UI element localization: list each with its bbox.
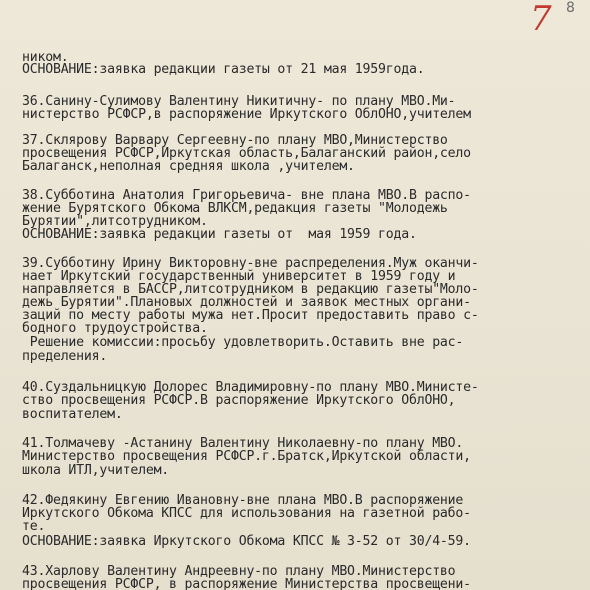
corner-mark: 8 <box>566 0 575 16</box>
text-line: ство просвещения РСФСР.В распоряжение Иркутского ОблОНО, <box>22 393 456 408</box>
text-line: 42.Федякину Евгению Ивановну-вне плана МВО.В распоряжение <box>22 493 464 508</box>
text-line: ОСНОВАНИЕ:заявка редакции газеты от мая 1959 года. <box>22 227 417 242</box>
text-line: 38.Субботина Анатолия Григорьевича- вне плана МВО.В распо- <box>22 188 471 203</box>
text-line: 39.Субботину Ирину Викторовну-вне распределения.Муж оканчи- <box>22 256 479 271</box>
text-line: 36.Санину-Сулимову Валентину Никитичну- по плану МВО.Ми- <box>22 94 456 109</box>
text-line: направляется в БАССР,литсотрудником в редакцию газеты"Моло- <box>22 282 479 297</box>
text-line: Иркутского Обкома КПСС для использования на газетной рабо- <box>22 506 471 521</box>
text-line: бодного трудоустройства. <box>22 321 208 336</box>
text-line: Решение комиссии:просьбу удовлетворить.Оставить вне рас- <box>22 335 464 350</box>
text-line: нистерство РСФСР,в распоряжение Иркутского ОблОНО,учителем <box>22 107 471 122</box>
text-line: Министерство просвещения РСФСР.г.Братск,Иркутской области, <box>22 449 471 464</box>
text-line: пределения. <box>22 349 108 364</box>
text-line: 41.Толмачеву -Астанину Валентину Николаевну-по плану МВО. <box>22 436 464 451</box>
text-line: заций по месту работы мужа нет.Просит предоставить право с- <box>22 308 479 323</box>
text-line: воспитателем. <box>22 407 123 422</box>
text-line: Балаганск,неполная средняя школа ,учителем. <box>22 159 355 174</box>
text-line: 40.Суздальницкую Долорес Владимировну-по плану МВО.Министе- <box>22 380 479 395</box>
text-line: школа ИТЛ,учителем. <box>22 463 170 478</box>
text-line: просвещения РСФСР, в распоряжение Министерства просвещени- <box>22 577 471 590</box>
text-line: жение Бурятского Обкома ВЛКСМ,редакция газеты "Молодежь <box>22 201 448 216</box>
page-number: 7 <box>530 0 552 39</box>
text-line: ОСНОВАНИЕ:заявка редакции газеты от 21 мая 1959года. <box>22 62 425 77</box>
text-line: дежь Бурятии".Плановых должностей и заявок местных органи- <box>22 295 471 310</box>
text-line: те. <box>22 519 46 534</box>
text-line: Бурятии",литсотрудником. <box>22 214 208 229</box>
text-line: ОСНОВАНИЕ:заявка Иркутского Обкома КПСС № 3-52 от 30/4-59. <box>22 534 471 549</box>
text-line: ником. <box>22 50 69 65</box>
text-line: просвещения РСФСР,Иркутская область,Балаганский район,село <box>22 146 471 161</box>
text-line: нает Иркутский государственный университет в 1959 году и <box>22 269 456 284</box>
text-line: 37.Склярову Варвару Сергеевну-по плану МВО,Министерство <box>22 133 448 148</box>
text-line: 43.Харлову Валентину Андреевну-по плану МВО.Министерство <box>22 564 456 579</box>
